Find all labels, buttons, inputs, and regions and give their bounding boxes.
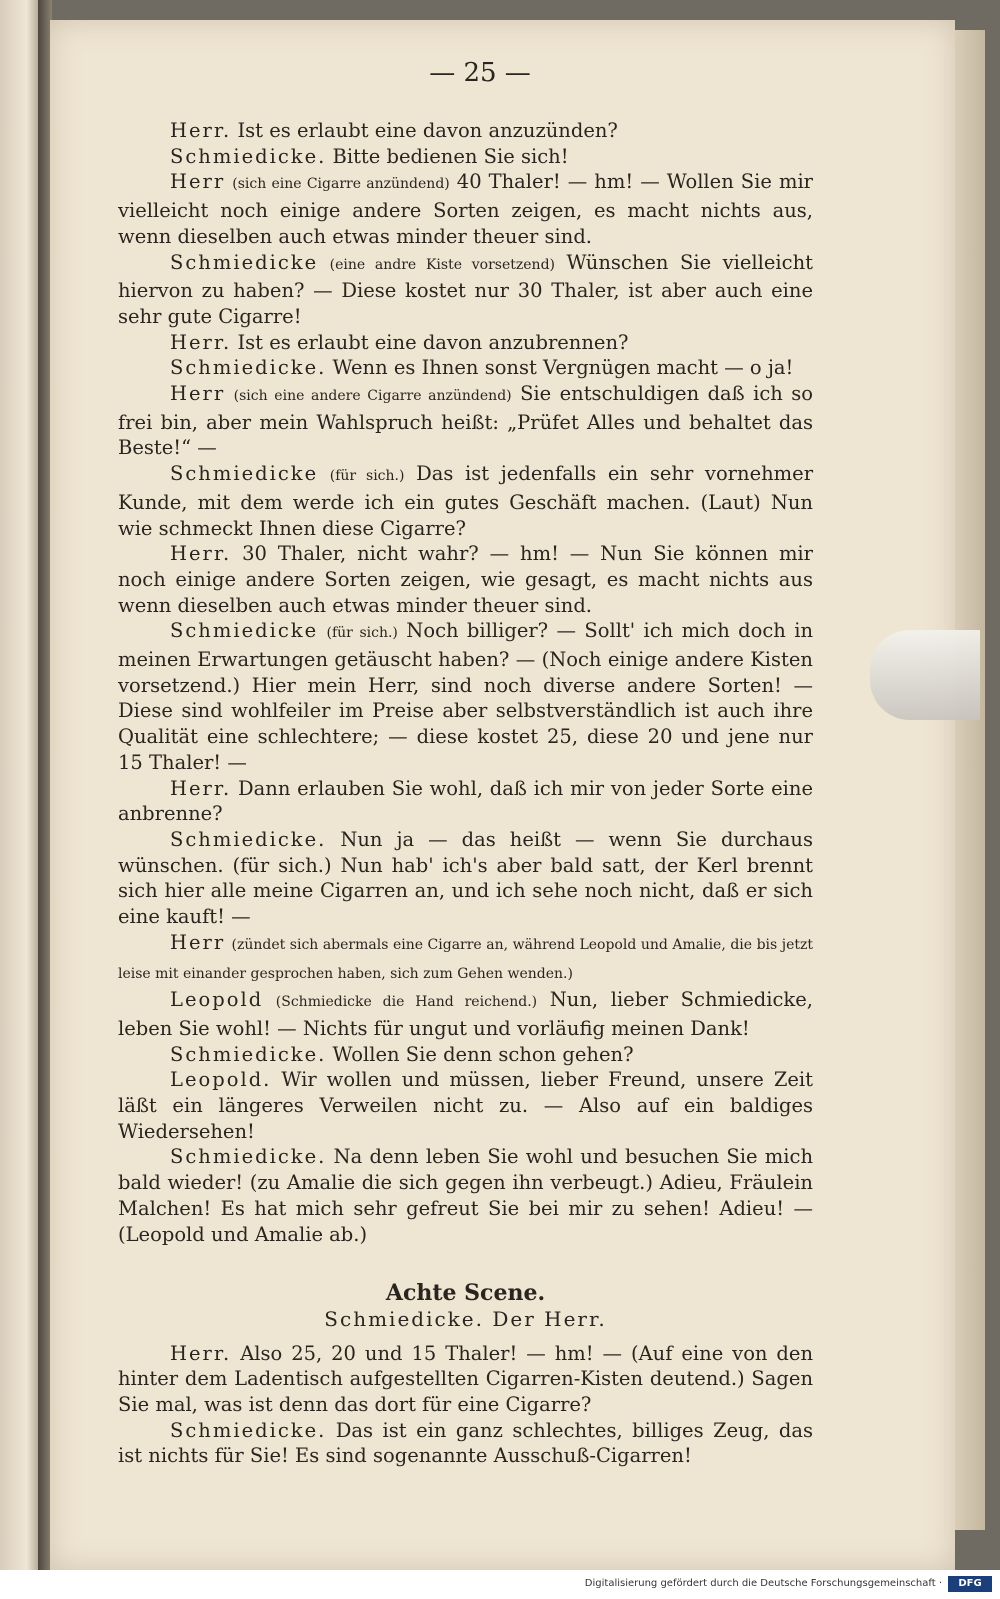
stage-direction: (zündet sich abermals eine Cigarre an, während Leopold und Amalie, die bis jetzt leise mit einander gesprochen haben, sich zum Gehen wenden.) (118, 936, 813, 982)
speaker-name: Schmiedicke (170, 619, 319, 643)
dialogue-paragraph (118, 355, 813, 381)
spoken-text: 40 Thaler! — hm! — Wollen Sie mir vielleicht noch einige andere Sorten zeigen, es macht nichts aus, wenn dieselben auch etwas minder theuer sind. (118, 170, 813, 248)
dialogue-paragraph (118, 250, 813, 330)
dialogue-paragraph (118, 1042, 813, 1068)
speaker-name: Herr. (170, 330, 232, 354)
speaker-name: Herr (170, 170, 226, 194)
speaker-name: Schmiedicke. (170, 827, 327, 851)
speaker-name: Schmiedicke. (170, 356, 327, 380)
spoken-text: Nun ja — das heißt — wenn Sie durchaus wünschen. (für sich.) Nun hab' ich's aber bald satt, der Kerl brennt sich hier alle meine Cigarren an, und ich sehe noch nicht, daß er sich eine kauft! — (118, 827, 813, 929)
speaker-name: Schmiedicke. (170, 144, 327, 168)
spoken-text: Wenn es Ihnen sonst Vergnügen macht — o ja! (332, 356, 794, 380)
dialogue-paragraph (118, 1144, 813, 1247)
stage-direction: (eine andre Kiste vorsetzend) (329, 256, 555, 273)
spoken-text: Das ist jedenfalls ein sehr vornehmer Kunde, mit dem werde ich ein gutes Geschäft machen. (Laut) Nun wie schmeckt Ihnen diese Cigarre? (118, 462, 814, 540)
speaker-name: Schmiedicke. (170, 1418, 327, 1442)
footer-bar (0, 1572, 1000, 1599)
speaker-name: Leopold (170, 988, 264, 1012)
page-tab-marker (870, 630, 980, 720)
speaker-name: Leopold. (170, 1068, 272, 1092)
speaker-name: Herr. (170, 776, 232, 800)
speaker-name: Schmiedicke (170, 250, 319, 274)
dialogue-paragraph (118, 381, 813, 461)
spoken-text: Bitte bedienen Sie sich! (332, 144, 569, 168)
dialogue-paragraph (118, 930, 813, 987)
dialogue-paragraph (118, 987, 813, 1041)
dialogue-paragraph (118, 541, 813, 618)
speaker-name: Herr. (170, 1341, 232, 1365)
stage-direction: (sich eine Cigarre anzündend) (232, 176, 450, 193)
speaker-name: Herr. (170, 119, 232, 142)
dialogue-paragraph (118, 144, 813, 170)
stage-direction: (für sich.) (326, 625, 398, 642)
spoken-text: Dann erlauben Sie wohl, daß ich mir von jeder Sorte eine anbrenne? (118, 776, 814, 826)
speaker-name: Herr. (170, 542, 232, 566)
speaker-name: Schmiedicke (170, 462, 319, 486)
spoken-text: Ist es erlaubt eine davon anzubrennen? (237, 330, 629, 354)
speaker-name: Schmiedicke. (170, 1145, 327, 1169)
spoken-text: Wollen Sie denn schon gehen? (332, 1042, 634, 1066)
dialogue-paragraph (118, 169, 813, 249)
dialogue-paragraph (118, 1418, 813, 1469)
speaker-name: Schmiedicke. (170, 1042, 327, 1066)
spoken-text: Also 25, 20 und 15 Thaler! — hm! — (Auf eine von den hinter dem Ladentisch aufgestellten Cigarren-Kisten deutend.) Sagen Sie mal, was ist denn das dort für eine Cigarre? (118, 1341, 814, 1417)
dialogue-paragraph (118, 776, 813, 827)
dialogue-paragraph (118, 618, 813, 775)
dialogue-paragraph (118, 461, 813, 541)
dialogue-block (118, 118, 813, 1247)
stage-direction: (sich eine andere Cigarre anzündend) (233, 388, 512, 405)
page-stack-edge (955, 30, 985, 1530)
footer-credit: Digitalisierung gefördert durch die Deutsche Forschungsgemeinschaft · (584, 1578, 942, 1589)
stage-direction: (Schmiedicke die Hand reichend.) (275, 994, 538, 1011)
scene-heading: Achte Scene. (385, 1280, 546, 1307)
spoken-text: Wir wollen und müssen, lieber Freund, unsere Zeit läßt ein längeres Verweilen nicht zu. — Also auf ein baldiges Wiedersehen! (118, 1068, 813, 1143)
dialogue-paragraph (118, 1067, 813, 1144)
spoken-text: Nun, lieber Schmiedicke, leben Sie wohl! — Nichts für ungut und vorläufig meinen Dank! (118, 988, 813, 1040)
dialogue-paragraph (118, 118, 813, 144)
dialogue-paragraph (118, 827, 813, 930)
page-text (118, 118, 813, 1469)
spoken-text: Ist es erlaubt eine davon anzuzünden? (237, 119, 618, 142)
dialogue-paragraph (118, 1341, 813, 1418)
spoken-text: 30 Thaler, nicht wahr? — hm! — Nun Sie können mir noch einige andere Sorten zeigen, wie gesagt, es macht nichts aus wenn dieselben auch etwas minder theuer sind. (118, 542, 813, 617)
page-number: — 25 — (429, 58, 531, 88)
scene-dialogue-block (118, 1341, 813, 1470)
dfg-logo: DFG (948, 1576, 992, 1592)
spoken-text: Noch billiger? — Sollt' ich mich doch in meinen Erwartungen getäuscht haben? — (Noch einige andere Kisten vorsetzend.) Hier mein Herr, sind noch diverse andere Sorten! — Diese sind wohlfeiler im Preise aber selbstverständlich ist auch ihre Qualität eine schlechtere; — diese kostet 25, diese 20 und jene nur 15 Thaler! — (118, 619, 814, 774)
spoken-text: Wünschen Sie vielleicht hiervon zu haben? — Diese kostet nur 30 Thaler, ist aber auch eine sehr gute Cigarre! (118, 250, 813, 328)
speaker-name: Herr (170, 930, 226, 954)
speaker-name: Herr (170, 382, 226, 406)
stage-direction: (für sich.) (329, 468, 405, 485)
dialogue-paragraph (118, 330, 813, 356)
spoken-text: Na denn leben Sie wohl und besuchen Sie mich bald wieder! (zu Amalie die sich gegen ihn verbeugt.) Adieu, Fräulein Malchen! Es hat mich sehr gefreut Sie bei mir zu sehen! Adieu! — (Leopold und Amalie ab.) (118, 1145, 814, 1246)
left-page-edge (0, 0, 38, 1570)
scene-persons: Schmiedicke. Der Herr. (324, 1306, 607, 1331)
spoken-text: Sie entschuldigen daß ich so frei bin, aber mein Wahlspruch heißt: „Prüfet Alles und behaltet das Beste!“ — (118, 382, 814, 460)
spoken-text: Das ist ein ganz schlechtes, billiges Zeug, das ist nichts für Sie! Es sind sogenannte Ausschuß-Cigarren! (118, 1418, 813, 1468)
